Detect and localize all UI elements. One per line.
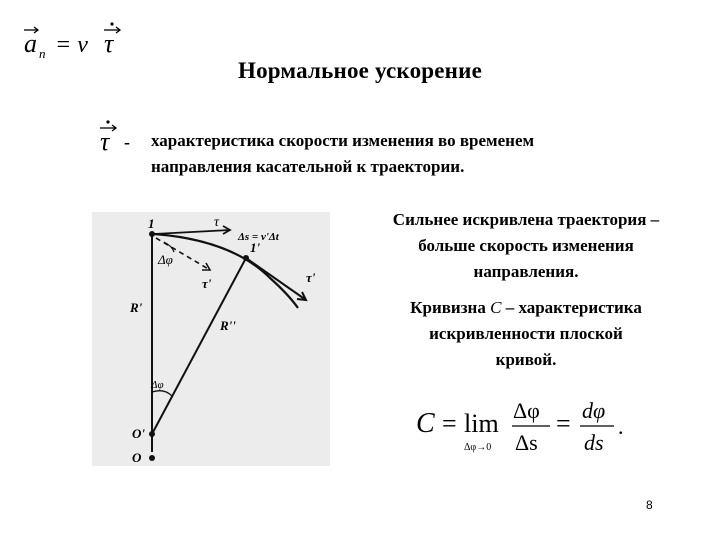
curvature-note-line-3: направления. — [473, 262, 579, 281]
trajectory-diagram — [92, 212, 330, 466]
curvature-definition-prefix: Кривизна — [410, 298, 491, 317]
label-r-double-prime: R'' — [220, 318, 236, 333]
formula-tau: τ — [104, 29, 114, 58]
definition-line-1: характеристика скорости изменения во временем — [151, 131, 535, 150]
label-delta-phi-top: Δφ — [158, 252, 173, 267]
definition-line-2: направления касательной к траектории. — [151, 157, 465, 176]
curvature-formula — [410, 388, 650, 467]
radius-r-double-prime-line — [152, 258, 246, 434]
curvature-note-line-2: больше скорость изменения — [418, 236, 634, 255]
tau-symbol — [98, 120, 124, 165]
formula-c-den2: ds — [584, 430, 604, 455]
formula-c-dot: . — [618, 414, 624, 439]
point-o — [149, 455, 155, 461]
tangent-tau-line — [154, 230, 230, 234]
page-number: 8 — [646, 498, 653, 512]
label-1: 1 — [148, 216, 155, 231]
formula-a-subscript: n — [39, 46, 46, 61]
label-tau: τ — [214, 215, 220, 230]
label-tau-prime-right: τ' — [306, 270, 316, 285]
curvature-formula-svg — [410, 388, 650, 462]
point-1 — [149, 231, 155, 237]
formula-c-eq2: = — [556, 409, 571, 438]
tau-symbol-dot — [106, 120, 109, 123]
trajectory-figure — [92, 212, 330, 466]
curvature-note — [362, 207, 690, 285]
formula-c-lhs: C — [416, 408, 435, 439]
tau-symbol-svg — [98, 120, 124, 160]
formula-c-lim-sub: Δφ→0 — [464, 442, 492, 453]
definition-dash: - — [124, 132, 130, 152]
label-o-prime: O' — [132, 426, 145, 441]
formula-equals-v: = v — [55, 32, 88, 58]
label-delta-phi-bottom: Δφ — [151, 379, 164, 391]
angle-arc-bottom — [152, 391, 172, 396]
label-r-prime: R' — [130, 300, 143, 315]
formula-c-num2: dφ — [582, 398, 606, 423]
curvature-definition-line-2: искривленности плоской — [429, 324, 623, 343]
point-o-prime — [149, 431, 155, 437]
curvature-note-line-1: Сильнее искривлена траектория – — [392, 210, 660, 229]
formula-c-den1: Δs — [515, 430, 538, 455]
formula-c-eq1: = — [442, 409, 457, 438]
formula-c-num1: Δφ — [513, 398, 540, 423]
label-o: O — [132, 450, 142, 465]
tau-symbol-text: τ — [100, 127, 110, 156]
tau-dot — [110, 22, 113, 25]
curvature-definition-line-3: кривой. — [495, 350, 557, 369]
curvature-definition-suffix: – характеристика — [501, 298, 642, 317]
label-delta-s: Δs = v'Δt — [238, 231, 279, 243]
page-title: Нормальное ускорение — [238, 58, 482, 83]
curvature-definition — [362, 295, 690, 373]
tangent-tau-prime-line — [246, 258, 306, 300]
formula-a: a — [24, 29, 37, 58]
curvature-definition-symbol: C — [490, 298, 502, 317]
label-1-prime: 1' — [250, 240, 261, 255]
curvature-definition-line-1 — [362, 295, 690, 321]
definition-text — [151, 128, 631, 180]
point-1-prime — [243, 255, 249, 261]
formula-c-lim: lim — [464, 409, 499, 438]
label-tau-prime-left: τ' — [202, 276, 212, 291]
